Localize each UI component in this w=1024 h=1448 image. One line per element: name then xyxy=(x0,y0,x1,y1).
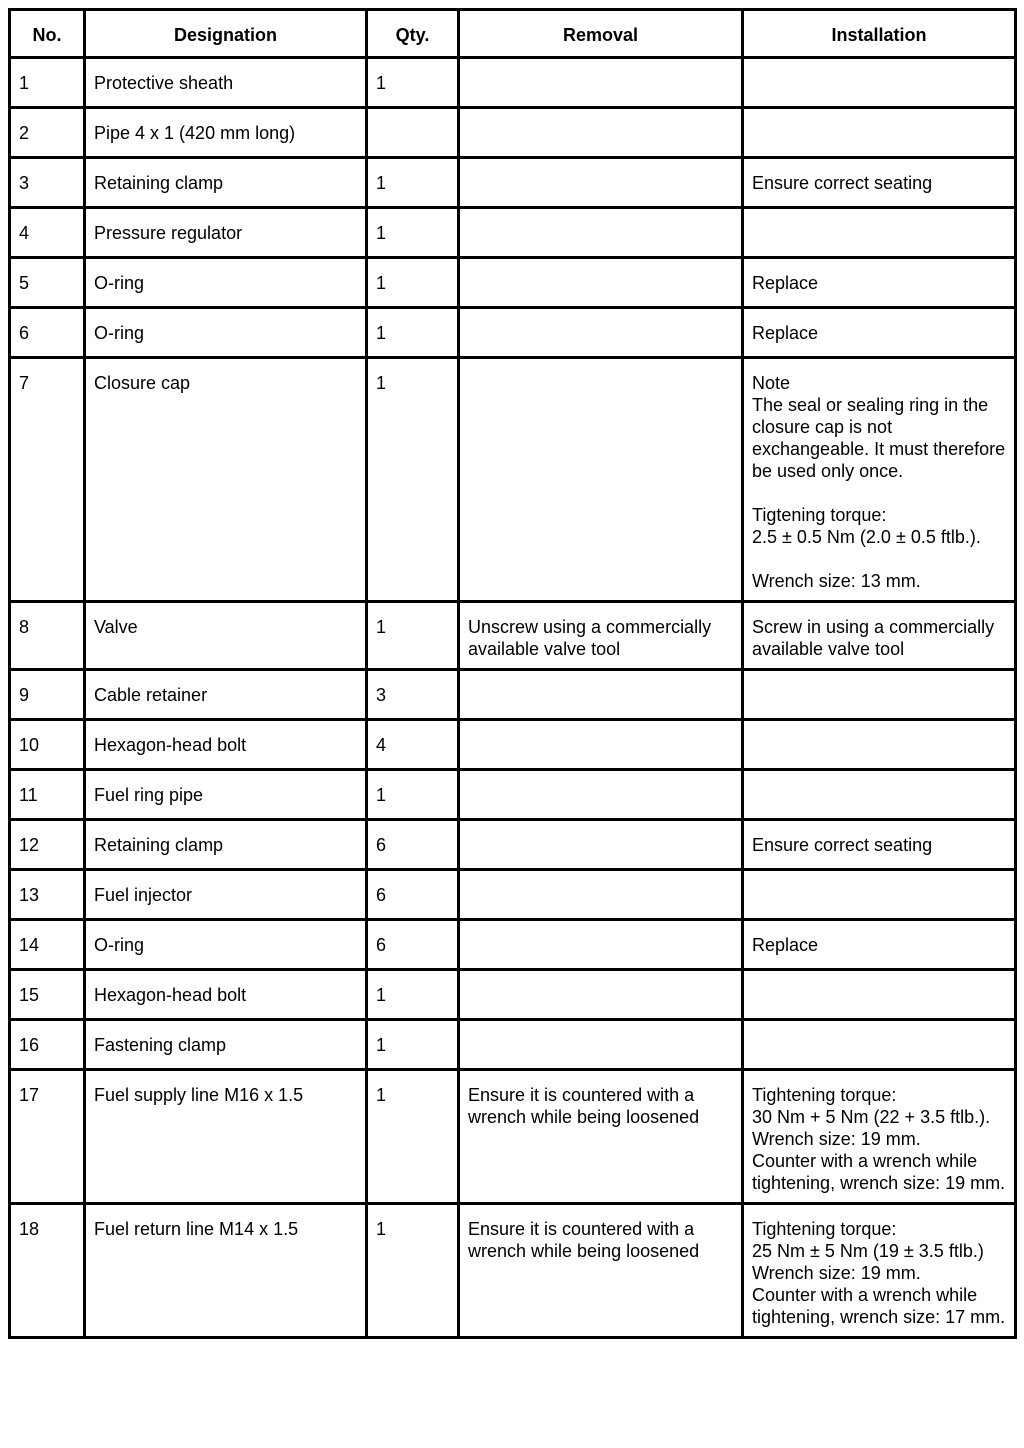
cell-removal xyxy=(459,108,743,158)
cell-no: 12 xyxy=(10,820,85,870)
cell-designation: Fuel return line M14 x 1.5 xyxy=(85,1204,367,1338)
cell-qty xyxy=(367,108,459,158)
header-installation: Installation xyxy=(743,10,1016,58)
cell-no: 7 xyxy=(10,358,85,602)
table-row xyxy=(10,820,1016,870)
cell-installation: Tightening torque: 30 Nm + 5 Nm (22 + 3.5 ftlb.). Wrench size: 19 mm. Counter with a wrench while tightening, wrench size: 19 mm. xyxy=(743,1070,1016,1204)
cell-installation: Ensure correct seating xyxy=(743,820,1016,870)
cell-removal: Ensure it is countered with a wrench while being loosened xyxy=(459,1204,743,1338)
cell-removal xyxy=(459,970,743,1020)
cell-qty: 1 xyxy=(367,1070,459,1204)
header-no: No. xyxy=(10,10,85,58)
cell-installation: Screw in using a commercially available valve tool xyxy=(743,602,1016,670)
parts-table xyxy=(8,8,1017,1339)
cell-installation: Tightening torque: 25 Nm ± 5 Nm (19 ± 3.5 ftlb.) Wrench size: 19 mm. Counter with a wrench while tightening, wrench size: 17 mm. xyxy=(743,1204,1016,1338)
cell-qty: 1 xyxy=(367,358,459,602)
cell-designation: Hexagon-head bolt xyxy=(85,970,367,1020)
table-row xyxy=(10,358,1016,602)
cell-no: 1 xyxy=(10,58,85,108)
cell-removal xyxy=(459,670,743,720)
table-body xyxy=(10,58,1016,1338)
cell-no: 11 xyxy=(10,770,85,820)
cell-removal xyxy=(459,770,743,820)
cell-designation: Closure cap xyxy=(85,358,367,602)
cell-designation: O-ring xyxy=(85,920,367,970)
cell-designation: Fuel ring pipe xyxy=(85,770,367,820)
cell-installation xyxy=(743,208,1016,258)
header-row xyxy=(10,10,1016,58)
cell-qty: 6 xyxy=(367,820,459,870)
cell-removal xyxy=(459,820,743,870)
table-row xyxy=(10,670,1016,720)
cell-no: 6 xyxy=(10,308,85,358)
table-row xyxy=(10,1204,1016,1338)
cell-qty: 1 xyxy=(367,158,459,208)
cell-no: 18 xyxy=(10,1204,85,1338)
cell-qty: 4 xyxy=(367,720,459,770)
table-row xyxy=(10,770,1016,820)
cell-designation: Fastening clamp xyxy=(85,1020,367,1070)
cell-removal xyxy=(459,1020,743,1070)
cell-qty: 1 xyxy=(367,970,459,1020)
table-row xyxy=(10,108,1016,158)
cell-designation: Fuel supply line M16 x 1.5 xyxy=(85,1070,367,1204)
cell-installation: Replace xyxy=(743,308,1016,358)
cell-installation xyxy=(743,670,1016,720)
cell-removal xyxy=(459,258,743,308)
table-row xyxy=(10,920,1016,970)
cell-qty: 1 xyxy=(367,308,459,358)
cell-designation: Retaining clamp xyxy=(85,158,367,208)
cell-designation: Pressure regulator xyxy=(85,208,367,258)
cell-removal xyxy=(459,208,743,258)
cell-installation: Replace xyxy=(743,258,1016,308)
header-designation: Designation xyxy=(85,10,367,58)
cell-no: 2 xyxy=(10,108,85,158)
cell-installation: Note The seal or sealing ring in the closure cap is not exchangeable. It must therefore be used only once. Tigtening torque: 2.5 ± 0.5 Nm (2.0 ± 0.5 ftlb.). Wrench size: 13 mm. xyxy=(743,358,1016,602)
cell-qty: 6 xyxy=(367,920,459,970)
cell-installation xyxy=(743,108,1016,158)
cell-installation xyxy=(743,58,1016,108)
cell-no: 4 xyxy=(10,208,85,258)
table-row xyxy=(10,258,1016,308)
cell-qty: 1 xyxy=(367,1204,459,1338)
table-row xyxy=(10,208,1016,258)
cell-designation: Retaining clamp xyxy=(85,820,367,870)
cell-designation: O-ring xyxy=(85,308,367,358)
cell-removal xyxy=(459,308,743,358)
cell-removal: Unscrew using a commercially available valve tool xyxy=(459,602,743,670)
cell-qty: 1 xyxy=(367,602,459,670)
table-row xyxy=(10,970,1016,1020)
cell-no: 15 xyxy=(10,970,85,1020)
cell-installation: Ensure correct seating xyxy=(743,158,1016,208)
table-row xyxy=(10,870,1016,920)
cell-qty: 3 xyxy=(367,670,459,720)
cell-no: 5 xyxy=(10,258,85,308)
cell-removal xyxy=(459,58,743,108)
cell-no: 13 xyxy=(10,870,85,920)
cell-removal xyxy=(459,920,743,970)
cell-designation: Cable retainer xyxy=(85,670,367,720)
cell-no: 9 xyxy=(10,670,85,720)
cell-installation xyxy=(743,870,1016,920)
cell-qty: 6 xyxy=(367,870,459,920)
cell-removal xyxy=(459,358,743,602)
cell-designation: Fuel injector xyxy=(85,870,367,920)
cell-no: 8 xyxy=(10,602,85,670)
cell-no: 3 xyxy=(10,158,85,208)
cell-no: 17 xyxy=(10,1070,85,1204)
cell-qty: 1 xyxy=(367,770,459,820)
cell-no: 16 xyxy=(10,1020,85,1070)
table-row xyxy=(10,158,1016,208)
table-row xyxy=(10,1070,1016,1204)
cell-qty: 1 xyxy=(367,1020,459,1070)
cell-installation xyxy=(743,770,1016,820)
cell-designation: O-ring xyxy=(85,258,367,308)
cell-removal xyxy=(459,158,743,208)
cell-designation: Protective sheath xyxy=(85,58,367,108)
table-row xyxy=(10,602,1016,670)
cell-installation xyxy=(743,1020,1016,1070)
cell-installation xyxy=(743,720,1016,770)
cell-qty: 1 xyxy=(367,208,459,258)
cell-designation: Valve xyxy=(85,602,367,670)
cell-qty: 1 xyxy=(367,58,459,108)
cell-installation: Replace xyxy=(743,920,1016,970)
header-removal: Removal xyxy=(459,10,743,58)
header-qty: Qty. xyxy=(367,10,459,58)
cell-removal xyxy=(459,720,743,770)
cell-installation xyxy=(743,970,1016,1020)
cell-designation: Hexagon-head bolt xyxy=(85,720,367,770)
cell-qty: 1 xyxy=(367,258,459,308)
table-row xyxy=(10,1020,1016,1070)
table-row xyxy=(10,308,1016,358)
table-row xyxy=(10,58,1016,108)
cell-no: 14 xyxy=(10,920,85,970)
table-header xyxy=(10,10,1016,58)
cell-removal: Ensure it is countered with a wrench while being loosened xyxy=(459,1070,743,1204)
cell-no: 10 xyxy=(10,720,85,770)
cell-removal xyxy=(459,870,743,920)
table-row xyxy=(10,720,1016,770)
cell-designation: Pipe 4 x 1 (420 mm long) xyxy=(85,108,367,158)
